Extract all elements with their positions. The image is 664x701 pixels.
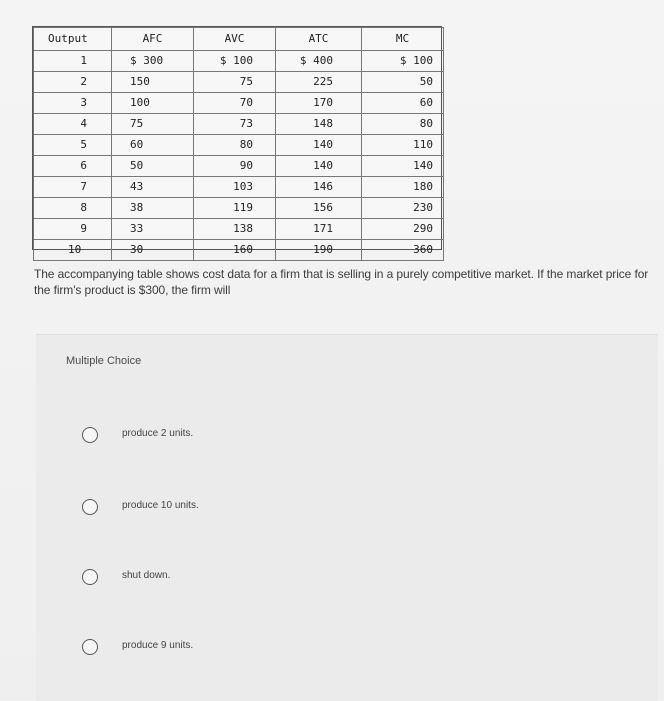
table-row <box>34 93 444 114</box>
option-label: produce 10 units. <box>122 500 199 511</box>
table-row <box>34 177 444 198</box>
option-label: produce 9 units. <box>122 640 194 651</box>
cell-avc: 138 <box>194 219 276 240</box>
table-header-row <box>34 28 444 51</box>
cell-atc: 148 <box>276 114 362 135</box>
table-row <box>34 198 444 219</box>
cell-avc: 119 <box>194 198 276 219</box>
table-row <box>34 240 444 261</box>
cell-avc: 103 <box>194 177 276 198</box>
cell-mc: 180 <box>362 177 444 198</box>
option-label: shut down. <box>122 570 171 581</box>
cell-atc: 170 <box>276 93 362 114</box>
cell-atc: 190 <box>276 240 362 261</box>
cell-afc: 50 <box>112 156 194 177</box>
option-shut-down[interactable] <box>66 559 626 599</box>
cell-afc: 75 <box>112 114 194 135</box>
cell-mc: 110 <box>362 135 444 156</box>
cell-output: 2 <box>34 72 112 93</box>
cell-afc: 33 <box>112 219 194 240</box>
header-afc: AFC <box>112 28 194 51</box>
cell-avc: $ 100 <box>194 51 276 72</box>
radio-button[interactable] <box>82 639 98 655</box>
cell-output: 4 <box>34 114 112 135</box>
cell-atc: 146 <box>276 177 362 198</box>
cell-output: 3 <box>34 93 112 114</box>
cell-output: 8 <box>34 198 112 219</box>
cell-avc: 90 <box>194 156 276 177</box>
cell-mc: 230 <box>362 198 444 219</box>
cell-output: 6 <box>34 156 112 177</box>
cell-avc: 75 <box>194 72 276 93</box>
header-mc: MC <box>362 28 444 51</box>
option-produce-2-units[interactable] <box>66 417 626 457</box>
cell-atc: 140 <box>276 135 362 156</box>
cell-mc: 50 <box>362 72 444 93</box>
cell-mc: 290 <box>362 219 444 240</box>
cell-afc: $ 300 <box>112 51 194 72</box>
cell-mc: 140 <box>362 156 444 177</box>
cell-avc: 160 <box>194 240 276 261</box>
question-text: The accompanying table shows cost data for a firm that is selling in a purely competitive market. If the market price for the firm's product is $300, the firm will <box>34 267 649 297</box>
radio-button[interactable] <box>82 499 98 515</box>
cost-table <box>32 26 442 256</box>
cell-afc: 100 <box>112 93 194 114</box>
cell-afc: 30 <box>112 240 194 261</box>
cell-atc: 225 <box>276 72 362 93</box>
multiple-choice-panel <box>36 334 658 701</box>
header-atc: ATC <box>276 28 362 51</box>
cell-afc: 43 <box>112 177 194 198</box>
table-row <box>34 219 444 240</box>
cell-mc: $ 100 <box>362 51 444 72</box>
table-row <box>34 51 444 72</box>
multiple-choice-label: Multiple Choice <box>66 355 142 367</box>
cell-avc: 80 <box>194 135 276 156</box>
cell-mc: 80 <box>362 114 444 135</box>
cell-output: 5 <box>34 135 112 156</box>
cell-mc: 60 <box>362 93 444 114</box>
radio-button[interactable] <box>82 427 98 443</box>
table-row <box>34 156 444 177</box>
cell-output: 7 <box>34 177 112 198</box>
option-label: produce 2 units. <box>122 428 194 439</box>
table-row <box>34 72 444 93</box>
cell-afc: 38 <box>112 198 194 219</box>
cell-atc: $ 400 <box>276 51 362 72</box>
cell-atc: 140 <box>276 156 362 177</box>
cell-afc: 60 <box>112 135 194 156</box>
cell-atc: 156 <box>276 198 362 219</box>
header-avc: AVC <box>194 28 276 51</box>
header-output: Output <box>34 28 112 51</box>
table-row <box>34 114 444 135</box>
cell-afc: 150 <box>112 72 194 93</box>
cell-atc: 171 <box>276 219 362 240</box>
option-produce-9-units[interactable] <box>66 629 626 669</box>
cell-mc: 360 <box>362 240 444 261</box>
table-row <box>34 135 444 156</box>
cost-data-table <box>33 27 444 261</box>
cell-avc: 73 <box>194 114 276 135</box>
radio-button[interactable] <box>82 569 98 585</box>
option-produce-10-units[interactable] <box>66 489 626 529</box>
cell-output: 10 <box>34 240 112 261</box>
cell-output: 9 <box>34 219 112 240</box>
cell-output: 1 <box>34 51 112 72</box>
cell-avc: 70 <box>194 93 276 114</box>
